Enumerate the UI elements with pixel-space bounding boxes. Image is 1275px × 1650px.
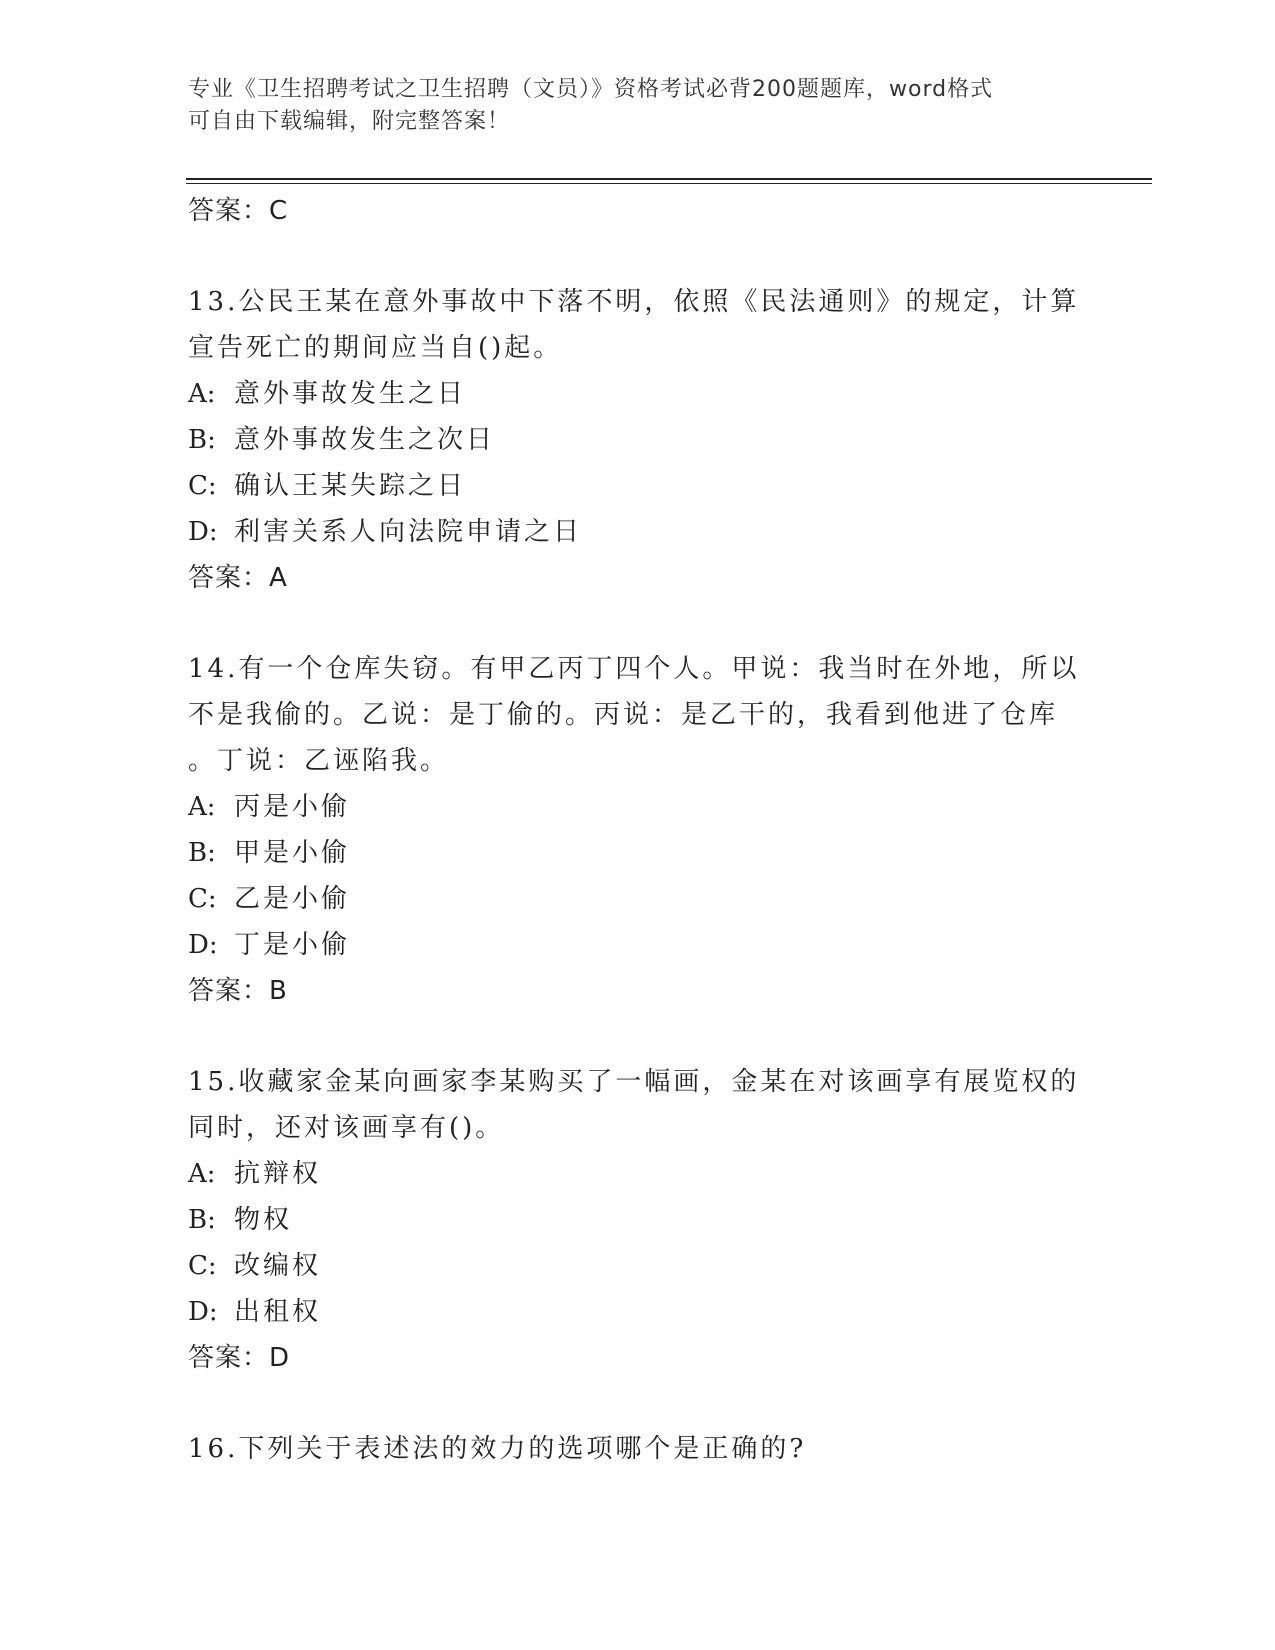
answer-line: 答案：D: [188, 1343, 291, 1373]
header-divider-thin: [186, 183, 1152, 184]
option-text: 利害关系人向法院申请之日: [234, 517, 583, 547]
question-stem-line: 。丁说：乙诬陷我。: [188, 746, 450, 776]
option-text: 物权: [234, 1205, 293, 1235]
option-letter: B:: [188, 1205, 216, 1235]
option-text: 抗辩权: [234, 1159, 322, 1189]
option-text: 甲是小偷: [234, 838, 351, 868]
option-letter: A:: [188, 1159, 216, 1189]
option-letter: D:: [188, 517, 218, 547]
question-stem-line: 同时，还对该画享有()。: [188, 1113, 505, 1143]
option-text: 乙是小偷: [234, 884, 351, 914]
option-text: 意外事故发生之日: [234, 379, 467, 409]
question-item: [188, 1059, 1088, 1381]
option-letter: B:: [188, 838, 216, 868]
option-b: [188, 1197, 1088, 1243]
option-c: [188, 876, 1088, 922]
option-d: [188, 1289, 1088, 1335]
option-b: [188, 830, 1088, 876]
answer-line: 答案：B: [188, 976, 288, 1006]
question-stem-line: 13.公民王某在意外事故中下落不明，依照《民法通则》的规定，计算: [188, 287, 1080, 317]
option-d: [188, 509, 1088, 555]
option-letter: C:: [188, 471, 217, 501]
option-letter: D:: [188, 930, 218, 960]
question-item: [188, 646, 1088, 1014]
option-text: 改编权: [234, 1251, 322, 1281]
question-stem-line: 16.下列关于表述法的效力的选项哪个是正确的?: [188, 1434, 807, 1464]
header-line-2: 可自由下载编辑，附完整答案！: [188, 109, 511, 134]
option-a: [188, 784, 1088, 830]
option-b: [188, 417, 1088, 463]
question-stem-line: 宣告死亡的期间应当自()起。: [188, 333, 563, 363]
question-stem-line: 15.收藏家金某向画家李某购买了一幅画，金某在对该画享有展览权的: [188, 1067, 1080, 1097]
option-c: [188, 463, 1088, 509]
option-letter: C:: [188, 884, 217, 914]
option-d: [188, 922, 1088, 968]
option-letter: C:: [188, 1251, 217, 1281]
option-text: 丁是小偷: [234, 930, 351, 960]
option-a: [188, 1151, 1088, 1197]
option-letter: A:: [188, 379, 216, 409]
option-text: 出租权: [234, 1297, 322, 1327]
question-item: [188, 1426, 1088, 1472]
header-line-1: 专业《卫生招聘考试之卫生招聘（文员）》资格考试必背200题题库，word格式: [188, 77, 994, 102]
option-letter: B:: [188, 425, 216, 455]
question-list: [188, 188, 1088, 1472]
question-stem-line: 14.有一个仓库失窃。有甲乙丙丁四个人。甲说：我当时在外地，所以: [188, 654, 1080, 684]
option-text: 意外事故发生之次日: [234, 425, 496, 455]
option-a: [188, 371, 1088, 417]
answer-line: 答案：C: [188, 196, 289, 226]
option-c: [188, 1243, 1088, 1289]
option-letter: A:: [188, 792, 216, 822]
question-stem-line: 不是我偷的。乙说：是丁偷的。丙说：是乙干的，我看到他进了仓库: [188, 700, 1059, 730]
option-text: 确认王某失踪之日: [234, 471, 467, 501]
option-letter: D:: [188, 1297, 218, 1327]
question-item: [188, 279, 1088, 601]
header-divider: [186, 178, 1152, 180]
page-header: [188, 74, 1068, 138]
option-text: 丙是小偷: [234, 792, 351, 822]
answer-line: 答案：A: [188, 563, 288, 593]
